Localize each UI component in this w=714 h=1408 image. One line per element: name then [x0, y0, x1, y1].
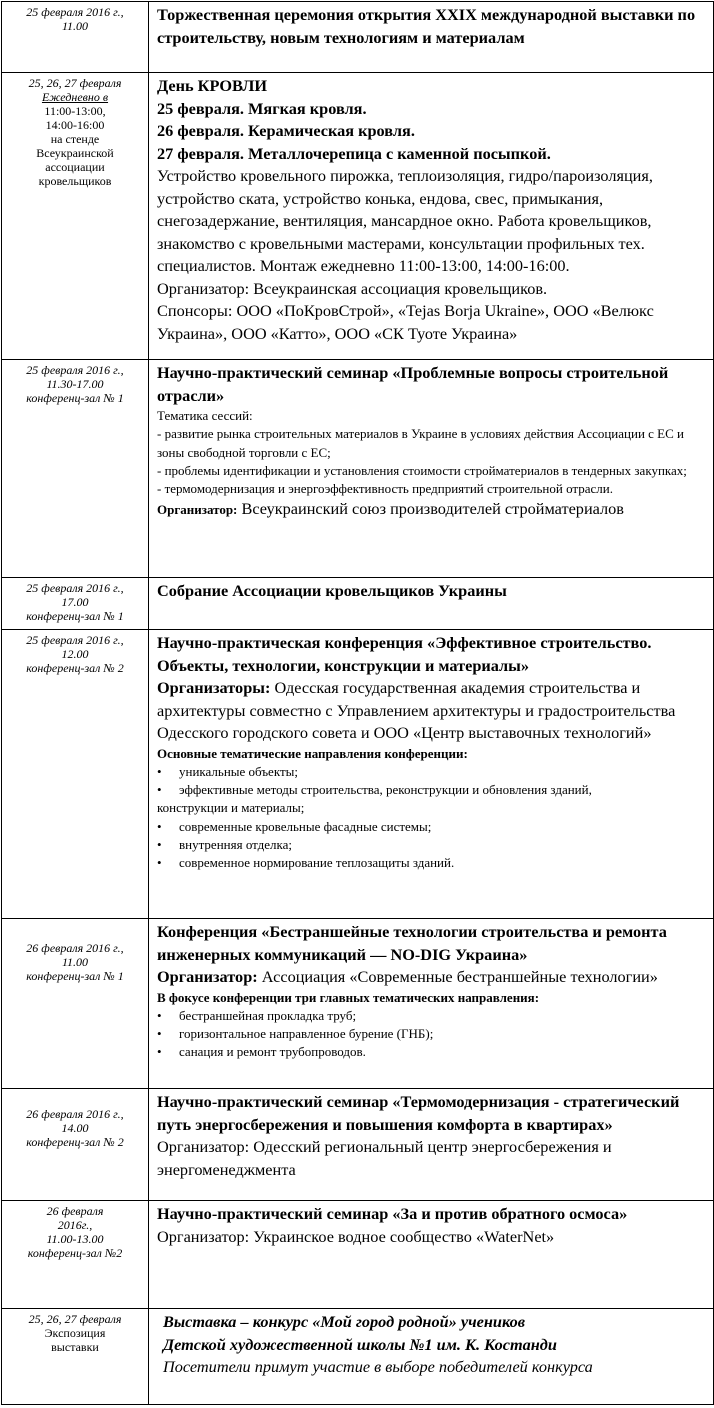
event-organizer: Организатор: Ассоциация «Современные бестраншейные технологии» — [157, 967, 658, 986]
bullet-icon: • — [157, 1044, 162, 1060]
row-date-cell: 25, 26, 27 февраля Экспозиция выставки — [2, 1309, 149, 1405]
schedule-row — [2, 1089, 714, 1201]
event-title: Торжественная церемония открытия XXIX международной выставки по строительству, новым технологиям и материалам — [157, 5, 696, 47]
schedule-row — [2, 73, 714, 360]
bullet-item: • бестраншейная прокладка труб; — [157, 1007, 709, 1025]
row-event-cell — [149, 1201, 714, 1309]
bullet-icon: • — [157, 818, 162, 834]
event-organizer: Организатор: Всеукраинская ассоциация кровельщиков. — [157, 278, 548, 298]
event-organizer: Организатор: Всеукраинский союз производителей стройматериалов — [157, 499, 624, 519]
event-title: Собрание Ассоциации кровельщиков Украины — [157, 581, 507, 600]
bullet-icon: • — [157, 763, 162, 779]
event-title: Научно-практический семинар «Термомодернизация - стратегический путь энергосбережения и повышения комфорта в квартирах» — [157, 1092, 680, 1134]
bullet-icon: • — [157, 1026, 162, 1042]
schedule-table — [1, 1, 714, 1405]
bullet-wrap: конструкции и материалы; — [157, 800, 305, 816]
bullet-item: • санация и ремонт трубопроводов. — [157, 1043, 709, 1061]
row-date-cell: 25 февраля 2016 г., 11.30-17.00 конференц-зал № 1 — [2, 360, 149, 578]
bullet-item: • уникальные объекты; — [157, 763, 709, 781]
bullet-icon: • — [157, 855, 162, 871]
schedule-row — [2, 360, 714, 578]
event-subtitle: 25 февраля. Мягкая кровля. — [157, 98, 367, 118]
event-title: Конференция «Бестраншейные технологии строительства и ремонта инженерных коммуникаций — NO-DIG Украина» — [157, 922, 667, 964]
event-description: Устройство кровельного пирожка, теплоизоляция, гидро/пароизоляция, устройство ската, устройство конька, ендова, свес, примыкания, снегозадержание, вентиляция, мансардное окно. Работа кровельщиков, знакомство с кровельными мастерами, консультации профильных тех. специалистов. Монтаж ежедневно 11:00-13:00, 14:00-16:00. — [157, 166, 653, 275]
row-event-cell — [149, 919, 714, 1089]
schedule-row — [2, 2, 714, 73]
directions-label: Основные тематические направления конференции: — [157, 745, 468, 761]
row-date-cell: 25 февраля 2016 г., 12.00 конференц-зал № 2 — [2, 630, 149, 919]
row-date-cell: 25 февраля 2016 г., 17.00 конференц-зал № 1 — [2, 578, 149, 630]
event-organizer: Организаторы: Одесская государственная академия строительства и архитектуры совместно с Управлением архитектуры и градостроительства Одесского городского совета и ООО «Центр выставочных технологий» — [157, 678, 676, 742]
event-organizer: Организатор: Одесский региональный центр энергосбережения и энергоменеджмента — [157, 1137, 612, 1179]
event-title: День КРОВЛИ — [157, 76, 268, 95]
schedule-row — [2, 630, 714, 919]
row-date-cell: 25, 26, 27 февраля Ежедневно в 11:00-13:00, 14:00-16:00 на стенде Всеукраинской ассоциации кровельщиков — [2, 73, 149, 360]
event-title: Детской художественной школы №1 им. К. Костанди — [163, 1334, 557, 1354]
row-date-cell: 25 февраля 2016 г., 11.00 — [2, 2, 149, 73]
row-event-cell — [149, 73, 714, 360]
row-event-cell — [149, 2, 714, 73]
event-title: Выставка – конкурс «Мой город родной» учеников — [163, 1312, 525, 1331]
bullet-item: • современные кровельные фасадные системы; — [157, 818, 709, 836]
bullet-icon: • — [157, 782, 162, 798]
row-event-cell — [149, 630, 714, 919]
topic-item: - проблемы идентификации и установления стоимости стройматериалов в тендерных закупках; — [157, 462, 687, 478]
bullet-icon: • — [157, 836, 162, 852]
bullet-item: • внутренняя отделка; — [157, 836, 709, 854]
event-note: Посетители примут участие в выборе победителей конкурса — [163, 1357, 593, 1376]
schedule-row — [2, 1309, 714, 1405]
event-organizer: Организатор: Украинское водное сообщество «WaterNet» — [157, 1226, 555, 1246]
bullet-item: • горизонтальное направленное бурение (ГНБ); — [157, 1025, 709, 1043]
schedule-row — [2, 919, 714, 1089]
row-date-cell: 26 февраля 2016 г., 14.00 конференц-зал № 2 — [2, 1089, 149, 1201]
topics-label: Тематика сессий: — [157, 408, 253, 423]
event-subtitle: 27 февраля. Металлочерепица с каменной посыпкой. — [157, 143, 551, 163]
row-date-cell: 26 февраля 2016г., 11.00-13.00 конференц-зал №2 — [2, 1201, 149, 1309]
event-title: Научно-практический семинар «Проблемные вопросы строительной отрасли» — [157, 363, 669, 405]
row-event-cell — [149, 1089, 714, 1201]
event-title: Научно-практическая конференция «Эффективное строительство. Объекты, технологии, конструкции и материалы» — [157, 633, 652, 675]
event-title: Научно-практический семинар «За и против обратного осмоса» — [157, 1204, 628, 1223]
row-event-cell — [149, 1309, 714, 1405]
row-date-cell: 26 февраля 2016 г., 11.00 конференц-зал № 1 — [2, 919, 149, 1089]
row-event-cell — [149, 578, 714, 630]
topic-item: - термомодернизация и энергоэффективность предприятий строительной отрасли. — [157, 481, 613, 497]
event-subtitle: 26 февраля. Керамическая кровля. — [157, 121, 415, 140]
schedule-row — [2, 1201, 714, 1309]
bullet-item: • современное нормирование теплозащиты зданий. — [157, 854, 709, 872]
directions-label: В фокусе конференции три главных тематических направления: — [157, 989, 540, 1005]
schedule-row — [2, 578, 714, 630]
topic-item: - развитие рынка строительных материалов в Украине в условиях действия Ассоциации с ЕС и зоны свободной торговли с ЕС; — [157, 426, 684, 460]
row-event-cell — [149, 360, 714, 578]
bullet-icon: • — [157, 1007, 162, 1023]
event-sponsors: Спонсоры: ООО «ПоКровСтрой», «Tejas Borja Ukraine», ООО «Велюкс Украина», ООО «Катто», ООО «СК Туоте Украина» — [157, 301, 654, 343]
bullet-item: • эффективные методы строительства, реконструкции и обновления зданий, — [157, 781, 709, 799]
